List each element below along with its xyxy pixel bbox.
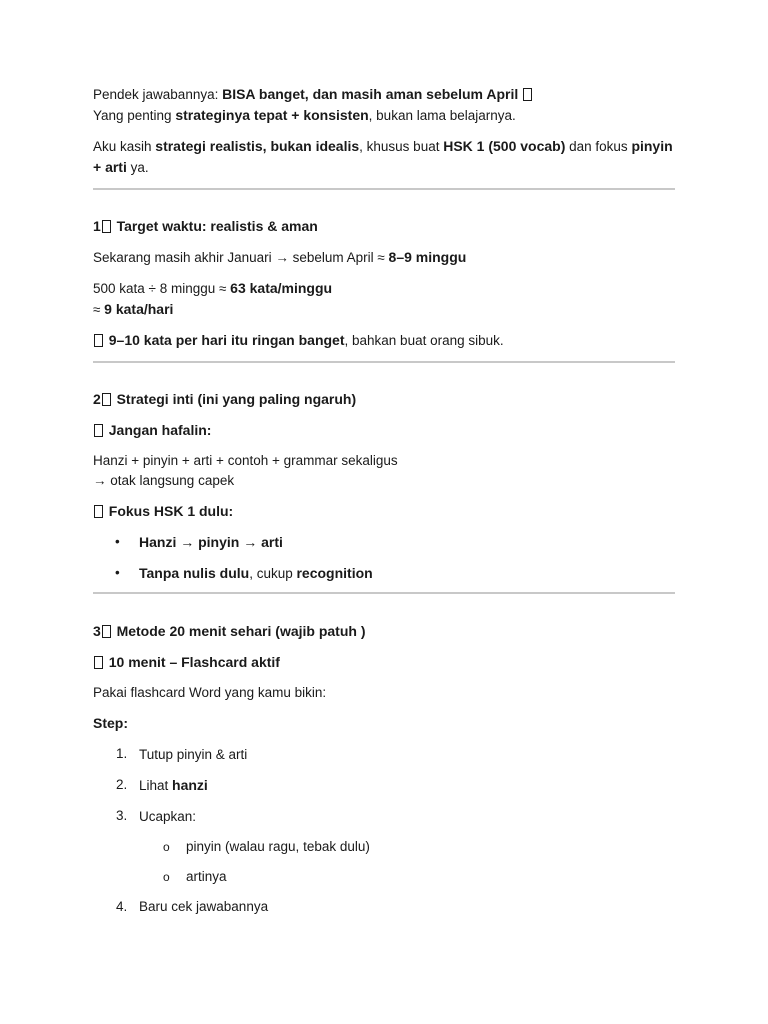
section-2-heading: 2 Strategi inti (ini yang paling ngaruh) [93,391,357,407]
list-item: o pinyin (walau ragu, tebak dulu) [163,839,370,854]
keycap-icon [102,393,111,406]
list-item: 1. Tutup pinyin & arti [116,746,248,762]
section-3-heading: 3 Metode 20 menit sehari (wajib patuh ) [93,623,366,639]
list-item: 2. Lihat hanzi [116,777,208,793]
pointer-icon [94,334,103,347]
section-3-para-1: Pakai flashcard Word yang kamu bikin: [93,685,327,700]
intro-line-3: Aku kasih strategi realistis, bukan idealis, khusus buat HSK 1 (500 vocab) dan fokus pinyin + arti ya. [93,138,673,175]
section-2-subheading-2: Fokus HSK 1 dulu: [93,501,675,522]
intro-line-2: Yang penting strateginya tepat + konsisten, bukan lama belajarnya. [93,107,516,123]
bullet-list [93,532,675,584]
section-1-para-2: 500 kata ÷ 8 minggu ≈ 63 kata/minggu [93,280,333,296]
list-item: 3. Ucapkan: [116,808,197,824]
intro-line-1: Pendek jawabannya: BISA banget, dan masih aman sebelum April [93,84,675,105]
step-label: Step: [93,715,128,731]
section-3-subheading: 10 menit – Flashcard aktif [93,652,675,673]
keycap-icon [102,625,111,638]
list-item: o artinya [163,869,227,884]
document-page [93,84,675,927]
sub-list [93,837,675,887]
step-list-continued [93,897,675,917]
missing-glyph-icon [523,88,532,101]
section-2-para-1: Hanzi + pinyin + arti + contoh + grammar sekaligus [93,453,398,468]
check-icon [94,505,103,518]
divider [93,361,675,363]
keycap-icon [102,220,111,233]
cross-icon [94,424,103,437]
section-1-heading: 1 Target waktu: realistis & aman [93,218,318,234]
step-list [93,744,675,827]
section-1-para-1: Sekarang masih akhir Januari → sebelum April ≈ 8–9 minggu [93,249,467,265]
section-2-para-2: → otak langsung capek [93,473,235,488]
list-item: 4. Baru cek jawabannya [116,899,269,914]
divider [93,188,675,190]
section-2-subheading-1: Jangan hafalin: [93,420,675,441]
target-icon [94,656,103,669]
list-item: • Tanpa nulis dulu, cukup recognition [115,565,373,581]
list-item: • Hanzi → pinyin → arti [115,534,283,550]
section-1-para-3: ≈ 9 kata/hari [93,301,174,317]
section-1-para-4: 9–10 kata per hari itu ringan banget, bahkan buat orang sibuk. [93,330,675,351]
divider [93,592,675,594]
